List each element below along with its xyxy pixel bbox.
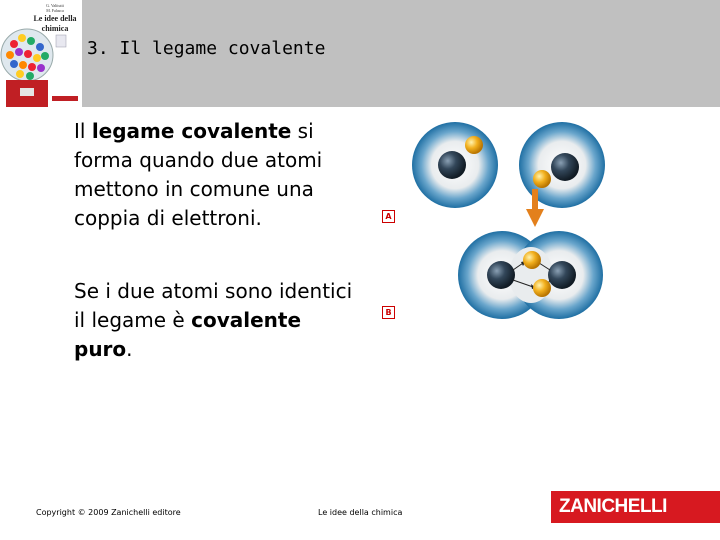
book-cover-text xyxy=(30,3,80,33)
term-covalent-bond: legame covalente xyxy=(91,119,292,143)
paragraph-pure-covalent xyxy=(74,277,354,364)
atom-right xyxy=(519,122,605,208)
footer-book-title: Le idee della chimica xyxy=(318,508,403,517)
slide-title: 3. Il legame covalente xyxy=(87,38,326,59)
covalent-bond-diagram xyxy=(405,115,615,325)
atom-left xyxy=(412,122,498,208)
term-pure-covalent: covalente puro xyxy=(74,308,302,361)
book-cover-thumbnail xyxy=(0,0,82,107)
electron-left xyxy=(465,136,483,154)
paragraph-pure-covalent-suffix: . xyxy=(126,337,133,361)
figure-label-b: B xyxy=(382,306,395,319)
paragraph-pure-covalent-text: Se i due atomi sono identici il legame è xyxy=(74,279,353,332)
electron-right xyxy=(533,170,551,188)
shared-electron-1 xyxy=(523,251,541,269)
paragraph-definition xyxy=(74,117,364,233)
figure-label-a: A xyxy=(382,210,395,223)
footer-copyright: Copyright © 2009 Zanichelli editore xyxy=(36,508,181,517)
cover-title-2: chimica xyxy=(41,24,69,33)
cover-author-2: M. Falasca xyxy=(46,8,64,13)
publisher-logo: ZANICHELLI xyxy=(551,491,720,523)
paragraph-definition-prefix: Il xyxy=(74,119,92,143)
paragraph-definition-rest: si forma quando due atomi mettono in comune una coppia di elettroni. xyxy=(74,119,323,230)
molecule-bonded xyxy=(458,231,603,319)
shared-electron-2 xyxy=(533,279,551,297)
cover-title-1: Le idee della xyxy=(33,14,77,23)
cover-author-1: G. Valitutti xyxy=(46,3,64,8)
